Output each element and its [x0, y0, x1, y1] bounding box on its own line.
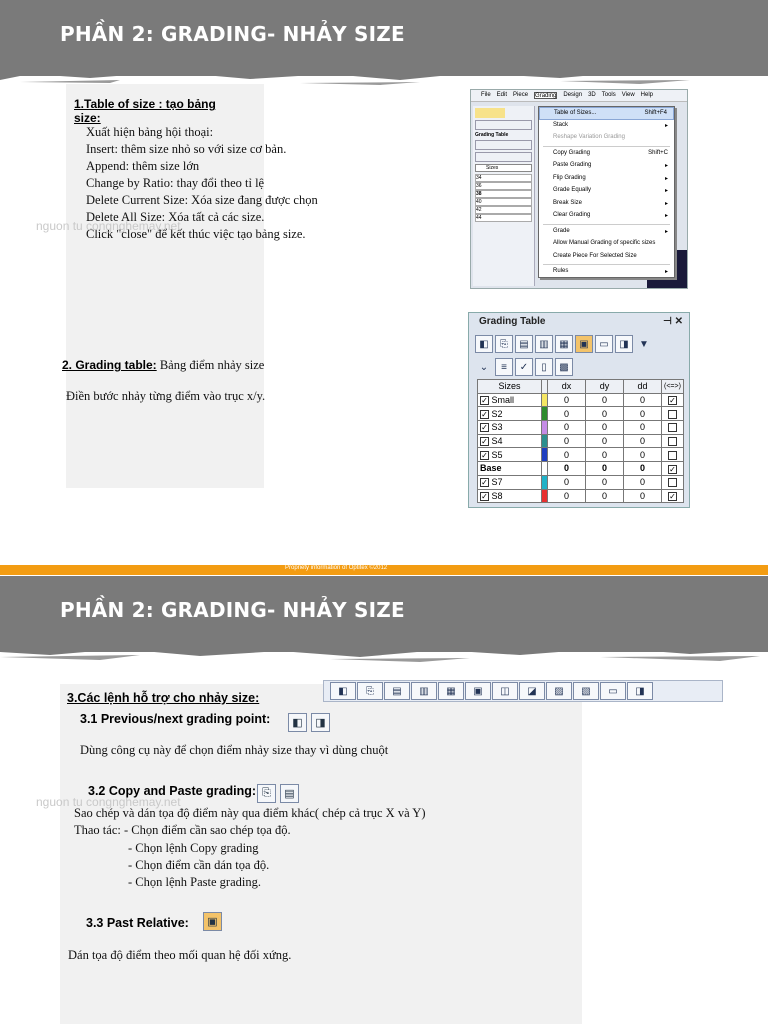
paste-y-icon[interactable]: ▥ — [535, 335, 553, 353]
copy-grading-icon[interactable]: ⎘ — [257, 784, 276, 803]
body-line: Delete All Size: Xóa tất cả các size. — [86, 210, 265, 224]
next-point-icon[interactable]: ◨ — [615, 335, 633, 353]
symmetry-cell[interactable] — [662, 448, 684, 462]
table-row[interactable] — [478, 421, 684, 435]
grade-equally-icon[interactable]: ▧ — [573, 682, 599, 700]
step-line: - Chọn điểm cần dán tọa độ. — [128, 858, 270, 872]
dd-cell[interactable]: 0 — [624, 489, 662, 503]
dy-cell[interactable]: 0 — [586, 393, 624, 407]
size-checkbox[interactable]: ✓ — [481, 423, 488, 433]
menu-item-rules[interactable]: Rules ▸ — [553, 268, 668, 275]
grading-toolbar — [323, 680, 723, 702]
menu-view[interactable]: View — [621, 92, 635, 98]
menu-separator — [543, 264, 670, 265]
sub-3-2-steps-intro: Thao tác: - Chọn điểm cần sao chép tọa độ. — [74, 823, 291, 837]
section-3-heading: 3.Các lệnh hỗ trợ cho nhảy size: — [67, 691, 260, 705]
symmetry-cell[interactable] — [662, 434, 684, 448]
sub-3-3-heading: 3.3 Past Relative: — [86, 916, 189, 930]
copy-grading-icon[interactable]: ⎘ — [357, 682, 383, 700]
section-2-heading-row — [62, 358, 264, 373]
next-grading-point-icon[interactable]: ◨ — [311, 713, 330, 732]
symmetry-checkbox[interactable]: ✓ — [669, 396, 676, 406]
dy-cell[interactable]: 0 — [586, 434, 624, 448]
prev-point-icon[interactable]: ◧ — [330, 682, 356, 700]
menu-item-reshape-variation[interactable]: Reshape Variation Grading — [553, 134, 625, 140]
step-line: - Chọn lệnh Copy grading — [128, 841, 259, 855]
dx-cell[interactable]: 0 — [548, 448, 586, 462]
mini-size-row: 36 — [475, 182, 532, 190]
mini-sizes-header: Sizes — [475, 164, 532, 172]
menu-item-break-size[interactable]: Break Size ▸ — [553, 199, 668, 207]
symmetry-cell[interactable] — [662, 421, 684, 435]
menu-item-table-of-sizes[interactable]: Table of Sizes... Shift+F4 — [539, 107, 674, 120]
mini-size-row: 38 — [475, 190, 532, 198]
dd-cell[interactable]: 0 — [624, 462, 662, 476]
body-line: Change by Ratio: thay đổi theo tỉ lệ — [86, 176, 265, 190]
table-row[interactable] — [478, 393, 684, 407]
symmetry-checkbox[interactable] — [668, 451, 677, 460]
menu-item-stack[interactable]: Stack ▸ — [553, 121, 668, 129]
grading-table-title: Grading Table — [479, 316, 546, 327]
next-point-icon[interactable]: ◨ — [627, 682, 653, 700]
symmetry-cell[interactable] — [662, 407, 684, 421]
pin-close-icon[interactable]: ⊣ ✕ — [663, 316, 683, 327]
menu-item-paste-grading[interactable]: Paste Grading ▸ — [553, 162, 668, 169]
symmetry-checkbox[interactable] — [668, 437, 677, 446]
size-cell[interactable]: Base — [478, 462, 542, 476]
menu-item-clear-grading[interactable]: Clear Grading ▸ — [553, 212, 668, 219]
section-2-heading: 2. Grading table: — [62, 358, 157, 372]
menu-tools[interactable]: Tools — [601, 92, 616, 98]
size-cell[interactable]: ✓ S8 — [478, 489, 542, 503]
clear-grading-icon[interactable]: ▭ — [600, 682, 626, 700]
dy-cell[interactable]: 0 — [586, 475, 624, 489]
section-2-heading-suffix: Bảng điểm nhảy size — [156, 358, 265, 372]
symmetry-checkbox[interactable] — [668, 478, 677, 487]
size-cell[interactable]: ✓ S2 — [478, 407, 542, 421]
menu-edit[interactable]: Edit — [496, 92, 508, 98]
dy-cell[interactable]: 0 — [586, 462, 624, 476]
dx-cell[interactable]: 0 — [548, 462, 586, 476]
symmetry-cell[interactable] — [662, 393, 684, 407]
body-line: Append: thêm size lớn — [86, 159, 200, 173]
prev-point-icon[interactable]: ◧ — [475, 335, 493, 353]
menu-piece[interactable]: Piece — [513, 92, 529, 98]
dy-cell[interactable]: 0 — [586, 489, 624, 503]
body-line: Delete Current Size: Xóa size đang được chọn — [86, 193, 318, 207]
mini-size-row: 40 — [475, 198, 532, 206]
body-line: Insert: thêm size nhỏ so với size cơ bản. — [86, 142, 287, 156]
watermark: nguon tu congnghemay.net — [36, 795, 181, 809]
mini-size-row: 34 — [475, 174, 532, 182]
col-dy: dy — [586, 380, 624, 394]
symmetry-cell[interactable] — [662, 475, 684, 489]
section-1-heading: 1.Table of size : tạo bảng size: — [74, 97, 216, 125]
table-row[interactable] — [478, 489, 684, 503]
paste-xy-icon[interactable]: ▦ — [555, 335, 573, 353]
watermark: nguon tu congnghemay.net — [36, 219, 181, 233]
paste-x-icon[interactable]: ▤ — [515, 335, 533, 353]
dd-cell[interactable]: 0 — [624, 407, 662, 421]
menu-design[interactable]: Design — [563, 92, 583, 98]
menu-separator — [543, 146, 670, 147]
tool-row-icon — [475, 120, 532, 130]
size-cell[interactable]: ✓ Small — [478, 393, 542, 407]
grading-table-screenshot — [468, 312, 690, 508]
sub-3-2-steps — [128, 840, 269, 891]
table-row[interactable] — [478, 434, 684, 448]
flip-x-icon[interactable]: ◫ — [492, 682, 518, 700]
size-checkbox[interactable]: ✓ — [481, 409, 488, 419]
dx-cell[interactable]: 0 — [548, 393, 586, 407]
page-title: PHẦN 2: GRADING- NHẢY SIZE — [60, 598, 405, 622]
dd-cell[interactable]: 0 — [624, 434, 662, 448]
symmetry-cell[interactable] — [662, 462, 684, 476]
sub-3-1-body: Dùng công cụ này để chọn điểm nhảy size thay vì dùng chuột — [80, 743, 389, 757]
size-cell[interactable]: ✓ S5 — [478, 448, 542, 462]
menu-item-grade-equally[interactable]: Grade Equally ▸ — [553, 187, 668, 194]
sub-3-1-heading: 3.1 Previous/next grading point: — [80, 712, 271, 726]
table-row[interactable] — [478, 462, 684, 476]
menu-item-grade[interactable]: Grade ▸ — [553, 227, 668, 235]
mini-size-row: 42 — [475, 206, 532, 214]
menu-separator — [543, 224, 670, 225]
sub-3-2-body: Sao chép và dán tọa độ điểm này qua điểm khác( chép cả trục X và Y) — [74, 806, 426, 820]
size-cell[interactable]: ✓ S7 — [478, 475, 542, 489]
menu-item-copy-grading[interactable]: Copy Grading Shift+C — [553, 149, 668, 156]
size-cell[interactable]: ✓ S4 — [478, 434, 542, 448]
step-line: - Chọn lệnh Paste grading. — [128, 875, 261, 889]
menu-3d[interactable]: 3D — [588, 92, 596, 98]
banner-brush-edge — [0, 642, 768, 664]
grid-icon[interactable]: ▩ — [555, 358, 573, 376]
copy-grading-icon[interactable]: ⎘ — [495, 335, 513, 353]
menu-item-flip-grading[interactable]: Flip Grading ▸ — [553, 174, 668, 182]
dd-cell[interactable]: 0 — [624, 421, 662, 435]
menu-item-create-piece[interactable]: Create Piece For Selected Size — [553, 252, 637, 259]
tool-row-icon — [475, 140, 532, 150]
menubar — [471, 90, 687, 102]
page-title: PHẦN 2: GRADING- NHẢY SIZE — [60, 22, 405, 46]
size-checkbox[interactable]: ✓ — [481, 396, 488, 406]
sub-3-2-heading: 3.2 Copy and Paste grading: — [88, 784, 257, 798]
paste-x-icon[interactable]: ▥ — [411, 682, 437, 700]
table-row[interactable] — [478, 407, 684, 421]
grading-dropdown-menu — [538, 106, 675, 278]
chevron-down-icon[interactable]: ⌄ — [479, 361, 489, 373]
dy-cell[interactable]: 0 — [586, 421, 624, 435]
symmetry-checkbox[interactable]: ✓ — [669, 491, 676, 501]
dx-cell[interactable]: 0 — [548, 421, 586, 435]
dy-cell[interactable]: 0 — [586, 448, 624, 462]
paste-relative-icon[interactable]: ▣ — [575, 335, 593, 353]
grading-table — [477, 379, 684, 503]
divider-strip-text: Propriety information of Optitex ©2012 — [285, 565, 388, 571]
mini-size-row: 44 — [475, 214, 532, 222]
dx-cell[interactable]: 0 — [548, 475, 586, 489]
paste-grading-icon[interactable]: ▤ — [384, 682, 410, 700]
menu-file[interactable]: File — [481, 92, 491, 98]
size-checkbox[interactable]: ✓ — [481, 450, 488, 460]
body-line: Click "close" để kết thúc việc tạo bảng size. — [86, 227, 306, 241]
table-row[interactable] — [478, 448, 684, 462]
grading-menu-screenshot — [470, 89, 688, 289]
paste-relative-icon[interactable]: ▣ — [203, 912, 222, 931]
dd-cell[interactable]: 0 — [624, 393, 662, 407]
paste-grading-icon[interactable]: ▤ — [280, 784, 299, 803]
size-checkbox[interactable]: ✓ — [481, 491, 488, 501]
flip-y-icon[interactable]: ◪ — [519, 682, 545, 700]
dy-cell[interactable]: 0 — [586, 407, 624, 421]
col-dx: dx — [548, 380, 586, 394]
symmetry-checkbox[interactable]: ✓ — [669, 464, 676, 474]
arrow-tool-icon[interactable] — [475, 108, 505, 118]
symmetry-cell[interactable] — [662, 489, 684, 503]
dx-cell[interactable]: 0 — [548, 434, 586, 448]
col-dd: dd — [624, 380, 662, 394]
dd-cell[interactable]: 0 — [624, 448, 662, 462]
menu-help[interactable]: Help — [640, 92, 654, 98]
paste-relative-icon[interactable]: ▣ — [465, 682, 491, 700]
col-sizes: Sizes — [478, 380, 542, 394]
prev-grading-point-icon[interactable]: ◧ — [288, 713, 307, 732]
save-icon[interactable]: ▭ — [595, 335, 613, 353]
table-header-row — [478, 380, 684, 394]
check-icon[interactable]: ✓ — [515, 358, 533, 376]
doc-icon[interactable]: ▯ — [535, 358, 553, 376]
slide-2 — [0, 576, 768, 1024]
dd-cell[interactable]: 0 — [624, 475, 662, 489]
grading-table-titlebar — [469, 313, 689, 333]
menu-item-allow-manual-grading[interactable]: Allow Manual Grading of specific sizes — [553, 240, 656, 246]
table-row[interactable] — [478, 475, 684, 489]
mini-grading-table-label: Grading Table — [475, 132, 509, 138]
size-checkbox[interactable]: ✓ — [481, 437, 488, 447]
section-2-body: Điền bước nhảy từng điểm vào trục x/y. — [66, 389, 266, 403]
symmetry-checkbox[interactable] — [668, 410, 677, 419]
size-cell[interactable]: ✓ S3 — [478, 421, 542, 435]
grading-table-toolbar — [469, 333, 669, 381]
size-checkbox[interactable]: ✓ — [481, 478, 488, 488]
dropdown-arrow-icon[interactable]: ▼ — [639, 338, 649, 350]
menu-grading[interactable]: Grading — [535, 93, 557, 99]
left-toolbar-strip — [473, 106, 535, 286]
sub-3-3-body: Dán tọa độ điểm theo mối quan hệ đối xứng. — [68, 948, 292, 962]
col-symmetry: (<=>) — [662, 380, 684, 394]
paste-y-icon[interactable]: ▦ — [438, 682, 464, 700]
dx-cell[interactable]: 0 — [548, 407, 586, 421]
spacing-icon[interactable]: ≡ — [495, 358, 513, 376]
symmetry-checkbox[interactable] — [668, 423, 677, 432]
body-line: Xuất hiện bảng hội thoại: — [86, 125, 214, 139]
break-size-icon[interactable]: ▨ — [546, 682, 572, 700]
dx-cell[interactable]: 0 — [548, 489, 586, 503]
tool-row-icon — [475, 152, 532, 162]
